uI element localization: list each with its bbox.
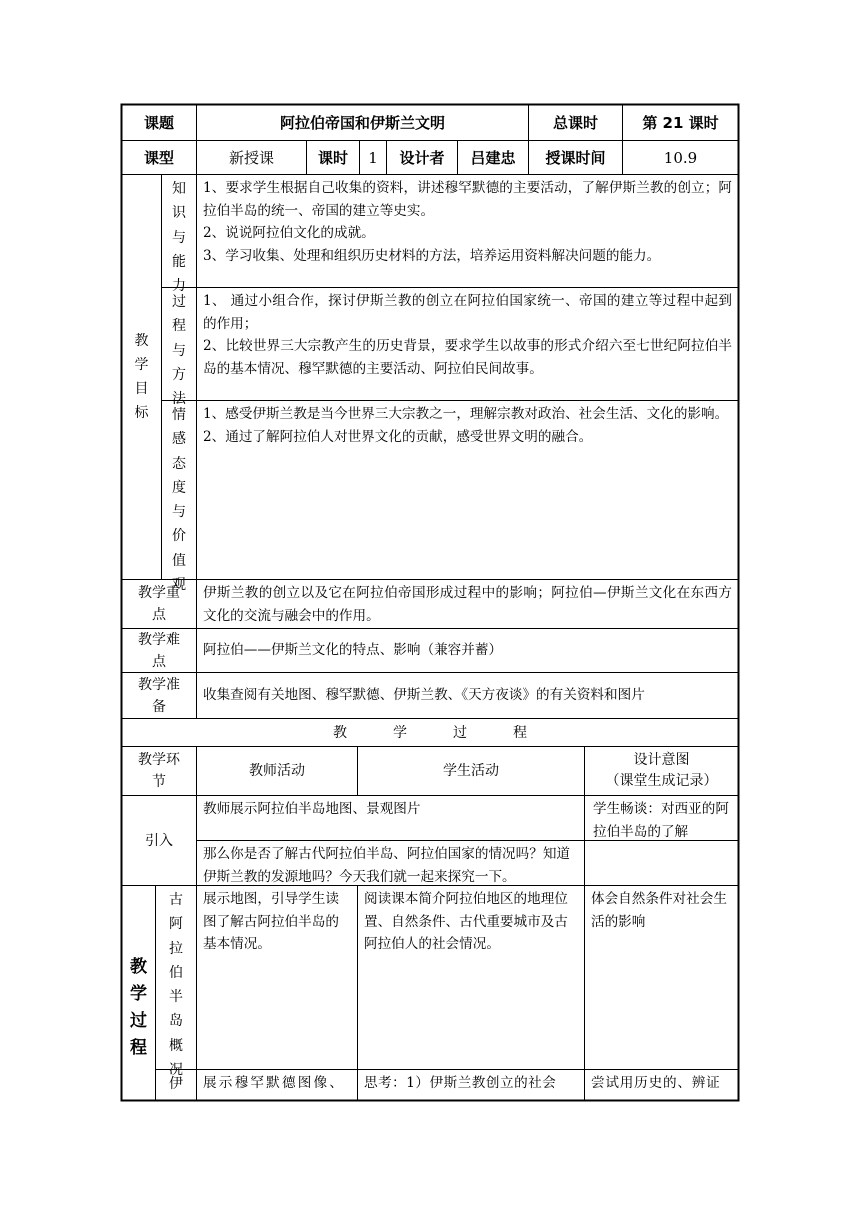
vertical-label-char: 能 <box>172 253 186 270</box>
objective-content-method <box>197 288 738 400</box>
topic-value: 阿拉伯帝国和伊斯兰文明 <box>279 113 445 132</box>
objective-line: 2、说说阿拉伯文化的成就。 <box>203 225 375 241</box>
vertical-label-char: 度 <box>172 479 186 496</box>
vertical-label-char: 感 <box>172 431 186 448</box>
vertical-label-char: 知 <box>172 181 186 197</box>
intro-teacher-row1: 教师展示阿拉伯半岛地图、景观图片 <box>203 801 421 817</box>
vertical-label-char: 岛 <box>169 1013 183 1030</box>
col-stage: 教学环节 <box>138 752 180 790</box>
preparation-label: 教学准备 <box>138 676 180 715</box>
stage-label-islam <box>156 1070 196 1100</box>
objective-line: 3、学习收集、处理和组织历史材料的方法，培养运用资料解决问题的能力。 <box>203 247 661 264</box>
key-points-value <box>197 580 738 628</box>
main-process-label <box>122 886 155 1100</box>
type-value: 新授课 <box>228 148 274 167</box>
objective-content-values <box>197 401 738 579</box>
vertical-label-char: 价 <box>172 528 186 545</box>
vertical-label-char: 方 <box>172 366 186 383</box>
col-design <box>585 747 738 795</box>
vertical-label-char: 程 <box>130 1038 147 1058</box>
vertical-label-char: 观 <box>172 577 186 594</box>
vertical-label-char: 古 <box>169 892 183 908</box>
vertical-label-char: 教 <box>134 333 149 349</box>
stage-label-peninsula <box>156 886 196 1079</box>
key-points-text: 伊斯兰教的创立以及它在阿拉伯帝国形成过程中的影响；阿拉伯—伊斯兰文化在东西方文化的交流与融会中的作用。 <box>203 585 732 624</box>
key-points-label: 教学重点 <box>138 585 180 623</box>
vertical-label-char: 值 <box>172 552 186 569</box>
designer-label: 设计者 <box>399 148 445 167</box>
design-intent: 尝试用历史的、辨证 <box>591 1075 721 1091</box>
vertical-label-char: 教 <box>130 957 147 977</box>
main-process-label-text <box>130 954 147 1062</box>
vertical-label-char: 力 <box>172 278 186 295</box>
vertical-label-char: 阿 <box>169 916 183 933</box>
total-hours-label: 总课时 <box>552 113 598 132</box>
teacher-activity: 展示地图，引导学生读图了解古阿拉伯半岛的基本情况。 <box>203 891 339 952</box>
objective-content-knowledge <box>197 175 738 287</box>
vertical-label-char: 拉 <box>169 940 183 957</box>
vertical-label-char: 与 <box>172 504 186 521</box>
vertical-label-char: 程 <box>172 318 186 335</box>
total-hours-value: 第 21 课时 <box>642 113 719 132</box>
designer-value: 吕建忠 <box>470 148 516 167</box>
vertical-label-char: 况 <box>169 1062 183 1079</box>
objective-label-values <box>162 401 196 594</box>
objective-line: 2、通过了解阿拉伯人对世界文化的贡献，感受世界文明的融合。 <box>203 428 593 445</box>
vertical-label-char: 态 <box>172 455 186 472</box>
hours-value: 1 <box>368 148 378 167</box>
objectives-label <box>122 175 161 579</box>
teacher-activity: 展示穆罕默德图像、 <box>203 1075 346 1091</box>
hours-label: 课时 <box>317 148 348 167</box>
objective-label-method <box>162 288 196 408</box>
objective-line: 2、比较世界三大宗教产生的历史背景，要求学生以故事的形式介绍六至七世纪阿拉伯半岛的基本情况、穆罕默德的主要活动、阿拉伯民间故事。 <box>203 338 732 377</box>
objective-line: 1、 通过小组合作，探讨伊斯兰教的创立在阿拉伯国家统一、帝国的建立等过程中起到的作用； <box>203 293 732 332</box>
difficult-points-label: 教学难点 <box>138 631 180 670</box>
vertical-label-char: 学 <box>130 984 147 1004</box>
intro-label: 引入 <box>145 832 173 849</box>
vertical-label-char: 伊 <box>169 1076 183 1092</box>
vertical-label-char: 与 <box>172 229 186 246</box>
time-value: 10.9 <box>663 148 698 167</box>
col-design-line1: 设计意图 <box>633 752 690 768</box>
intro-design-row1: 学生畅谈：对西亚的阿拉伯半岛的了解 <box>593 801 729 840</box>
vertical-label-char: 伯 <box>169 964 183 981</box>
vertical-label-char: 过 <box>172 294 186 310</box>
design-intent: 体会自然条件对社会生活的影响 <box>591 891 727 930</box>
vertical-label-char: 半 <box>169 989 183 1006</box>
student-activity: 思考：1）伊斯兰教创立的社会 <box>364 1075 557 1091</box>
col-design-line2: （课堂生成记录） <box>605 773 718 789</box>
student-activity: 阅读课本简介阿拉伯地区的地理位置、自然条件、古代重要城市及古阿拉伯人的社会情况。 <box>364 891 568 952</box>
vertical-label-char: 法 <box>172 391 186 408</box>
objective-line: 1、要求学生根据自己收集的资料，讲述穆罕默德的主要活动，了解伊斯兰教的创立；阿拉伯半岛的统一、帝国的建立等史实。 <box>203 180 732 219</box>
objective-label-knowledge <box>162 175 196 295</box>
vertical-label-char: 过 <box>130 1011 147 1031</box>
process-title-text: 教学过程 <box>333 724 573 741</box>
difficult-points-value: 阿拉伯——伊斯兰文化的特点、影响（兼容并蓄） <box>203 642 503 659</box>
vertical-label-char: 概 <box>169 1037 183 1054</box>
vertical-label-char: 学 <box>134 357 149 373</box>
vertical-label-char: 标 <box>134 405 149 421</box>
topic-label: 课题 <box>143 113 174 132</box>
preparation-value: 收集查阅有关地图、穆罕默德、伊斯兰教、《天方夜谈》的有关资料和图片 <box>203 687 645 704</box>
vertical-label-char: 识 <box>172 205 186 222</box>
col-teacher: 教师活动 <box>249 763 305 779</box>
objectives-label-text <box>135 329 149 425</box>
time-label: 授课时间 <box>545 148 606 167</box>
intro-teacher-row2: 那么你是否了解古代阿拉伯半岛、阿拉伯国家的情况吗？知道伊斯兰教的发源地吗？今天我们就一起来探究一下。 <box>203 846 571 885</box>
vertical-label-char: 与 <box>172 342 186 359</box>
objective-line: 1、感受伊斯兰教是当今世界三大宗教之一，理解宗教对政治、社会生活、文化的影响。 <box>203 406 729 422</box>
vertical-label-char: 目 <box>134 381 149 397</box>
vertical-label-char: 情 <box>172 407 186 423</box>
process-title <box>122 719 738 746</box>
type-label: 课型 <box>143 148 174 167</box>
col-student: 学生活动 <box>443 763 499 779</box>
